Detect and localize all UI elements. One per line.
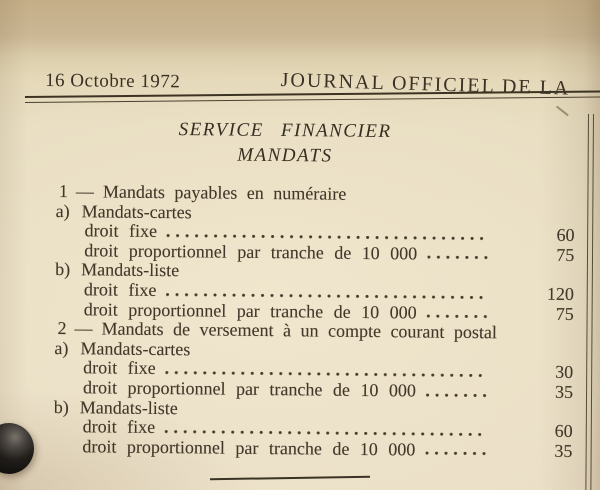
group-letter: b) [53, 396, 69, 417]
group-letter: b) [55, 259, 71, 280]
tariff-list [52, 182, 575, 461]
row-label: droit fixe [83, 357, 156, 379]
row-label: droit proportionnel par tranche de 10 000 [82, 435, 416, 460]
dot-leader [426, 393, 487, 397]
dot-leader [166, 293, 488, 299]
group-name: Mandats-liste [79, 396, 178, 418]
group-name: Mandats-cartes [81, 200, 192, 222]
dot-leader [425, 452, 486, 456]
row-label: droit fixe [82, 416, 156, 438]
dot-leader [167, 234, 489, 240]
row-label: droit fixe [83, 279, 157, 300]
issue-date: 16 Octobre 1972 [45, 70, 181, 93]
dot-leader [427, 315, 488, 319]
row-label: droit proportionnel par tranche de 10 000 [82, 377, 417, 401]
scratch-mark [556, 106, 569, 116]
column-double-rule [585, 114, 594, 490]
row-value: 35 [554, 381, 574, 402]
group-letter: a) [54, 337, 69, 358]
row-value: 30 [555, 362, 574, 383]
section-dash: — [74, 318, 93, 339]
heading-service-financier: SERVICE FINANCIER [178, 119, 392, 142]
tariff-row [52, 437, 572, 462]
row-label: droit proportionnel par tranche de 10 000 [83, 298, 417, 323]
dot-leader [166, 371, 488, 377]
row-value: 60 [556, 225, 575, 246]
heading-mandats: MANDATS [237, 144, 333, 167]
row-label: droit fixe [84, 220, 158, 242]
dot-leader [427, 256, 488, 260]
page-heading [0, 118, 570, 170]
row-value: 75 [556, 244, 575, 265]
row-value: 35 [554, 440, 573, 461]
group-name: Mandats-cartes [80, 338, 191, 360]
row-label: droit proportionnel par tranche de 10 000 [84, 240, 418, 264]
group-name: Mandats-liste [81, 259, 180, 281]
section-title-text: Mandats payables en numéraire [102, 181, 347, 204]
journal-title: JOURNAL OFFICIEL DE LA [280, 69, 571, 100]
dot-leader [165, 430, 487, 436]
section-title-text: Mandats de versement à un compte courant postal [101, 318, 498, 343]
row-value: 75 [555, 303, 574, 324]
row-value: 120 [546, 283, 575, 304]
section-number: 1 [58, 181, 69, 202]
punch-hole [0, 423, 34, 474]
row-value: 60 [554, 420, 573, 442]
bottom-separator-rule [210, 476, 370, 481]
section-dash: — [75, 181, 95, 202]
section-number: 2 [57, 318, 67, 339]
group-letter: a) [55, 200, 70, 221]
